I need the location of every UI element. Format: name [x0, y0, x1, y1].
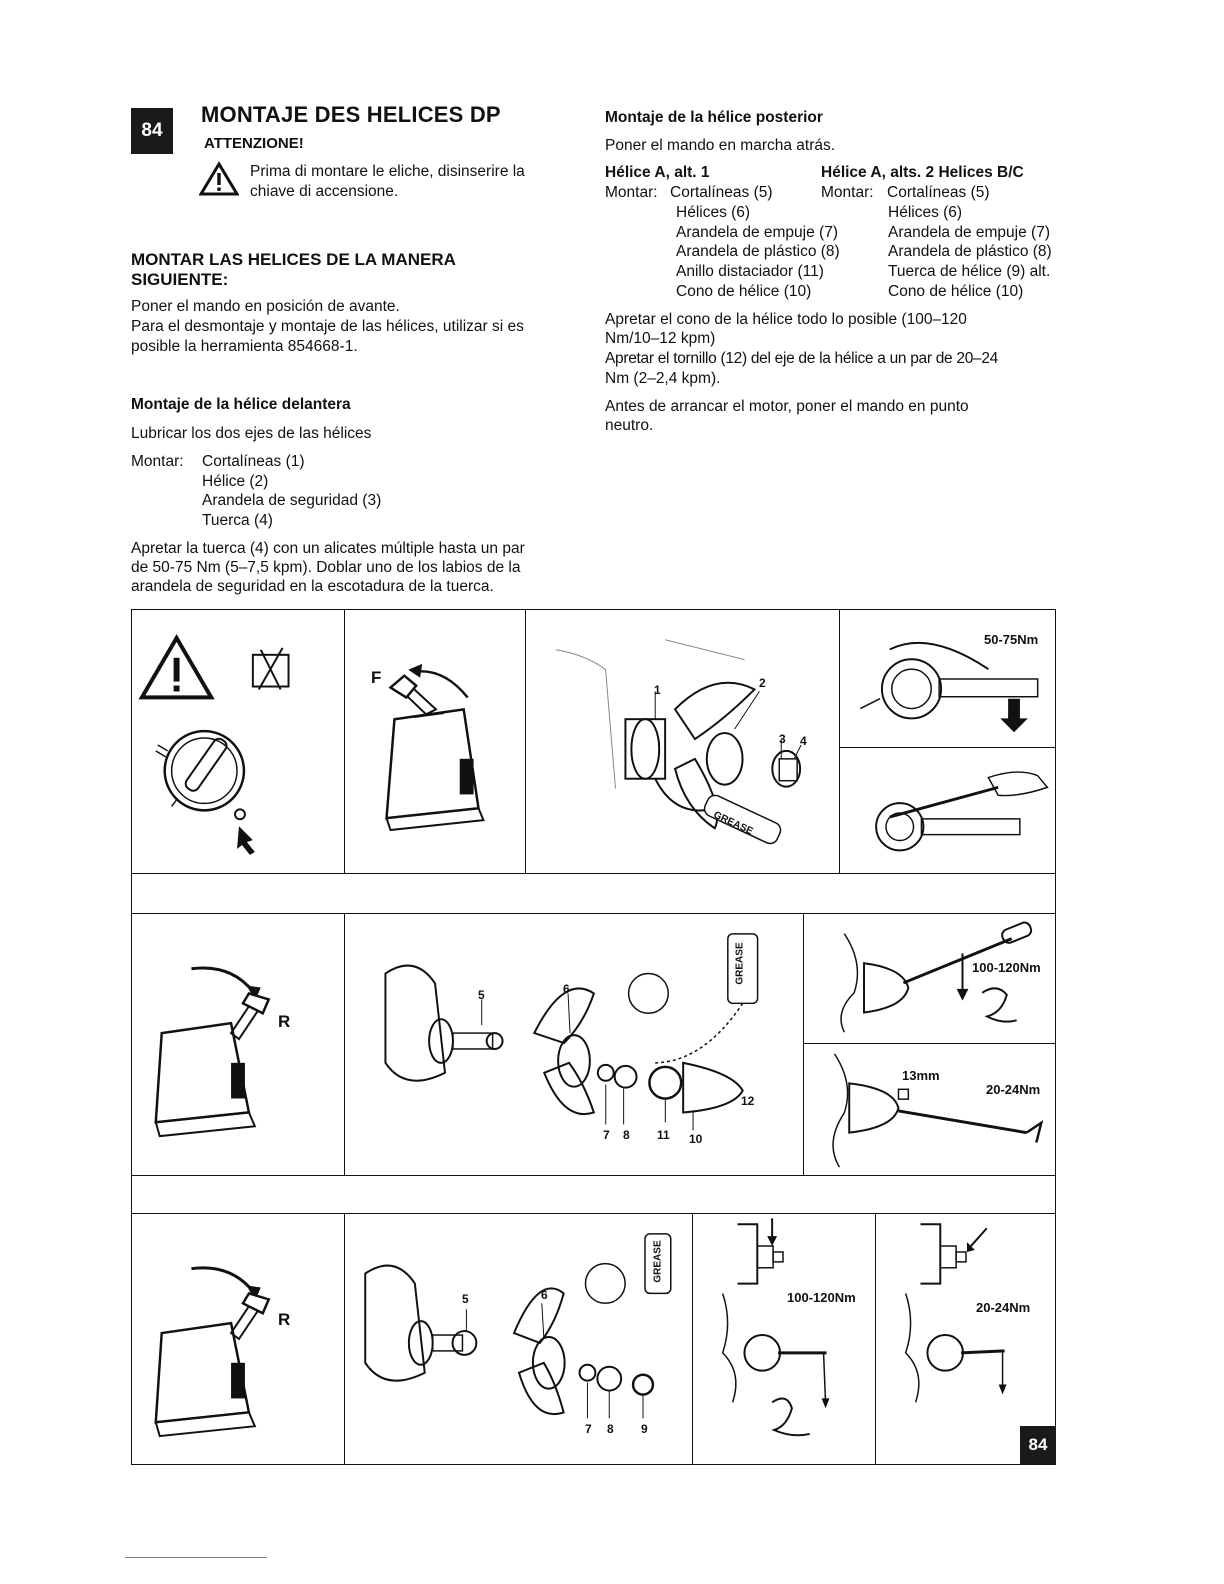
- rear-col2-mount-label: Montar:: [821, 184, 874, 201]
- section-heading-line-1: MONTAR LAS HELICES DE LA MANERA: [131, 250, 456, 269]
- front-item: Tuerca (4): [202, 512, 273, 529]
- footer-rule: [125, 1557, 267, 1558]
- section-heading-line-2: SIGUIENTE:: [131, 270, 229, 289]
- rear-col1-item: Cortalíneas (5): [670, 184, 773, 201]
- front-heading: Montaje de la hélice delantera: [131, 396, 351, 413]
- fig-rear-propeller-exploded-alt1: [344, 913, 804, 1176]
- wrench-13mm-label: 13mm: [902, 1068, 940, 1083]
- rear-reverse: Poner el mando en marcha atrás.: [605, 137, 836, 154]
- part-number: 7: [603, 1128, 610, 1142]
- warning-triangle-icon: [199, 161, 239, 197]
- front-item: Arandela de seguridad (3): [202, 492, 382, 509]
- page-number-badge: 84: [131, 108, 173, 154]
- grease-label: GREASE: [652, 1240, 664, 1283]
- fig-screw-torque: [803, 1043, 1056, 1176]
- fig-front-propeller-exploded: [525, 609, 840, 874]
- rear-col2-item: Cono de hélice (10): [888, 283, 1024, 300]
- part-number: 10: [689, 1132, 703, 1146]
- grease-label: GREASE: [734, 942, 746, 985]
- caption-strip: [131, 873, 1056, 914]
- part-number: 8: [623, 1128, 630, 1142]
- fig-ignition-battery: [131, 609, 345, 874]
- caption-strip: [131, 1175, 1056, 1214]
- part-number: 6: [563, 982, 570, 996]
- torque-20-24-label: 20-24Nm: [976, 1300, 1031, 1315]
- fig-nut-torque-100-120: [692, 1213, 876, 1465]
- part-number: 11: [657, 1128, 670, 1142]
- attention-line-1: Prima di montare le eliche, disinserire la: [250, 163, 525, 180]
- rear-p2-line-2: Nm (2–2,4 kpm).: [605, 370, 721, 387]
- corner-page-badge: 84: [1020, 1426, 1056, 1464]
- part-number: 12: [741, 1094, 755, 1108]
- rear-p3-line-1: Antes de arrancar el motor, poner el mando en punto: [605, 398, 969, 415]
- fig-lock-washer: [839, 747, 1056, 874]
- page-title: MONTAJE DES HELICES DP: [201, 102, 501, 127]
- rear-col2-item: Hélices (6): [888, 204, 963, 221]
- attention-line-2: chiave di accensione.: [250, 183, 399, 200]
- front-tighten-line-2: de 50-75 Nm (5–7,5 kpm). Doblar uno de los labios de la: [131, 559, 521, 576]
- rear-heading: Montaje de la hélice posterior: [605, 109, 823, 126]
- part-number: 6: [541, 1288, 548, 1302]
- rear-col2-item: Cortalíneas (5): [887, 184, 990, 201]
- part-number: 2: [759, 676, 766, 690]
- part-number: 8: [607, 1422, 614, 1436]
- part-number: 5: [462, 1292, 469, 1306]
- rear-col1-item: Arandela de plástico (8): [676, 243, 840, 260]
- fig-shift-reverse-2: [131, 1213, 345, 1465]
- front-lubricate: Lubricar los dos ejes de las hélices: [131, 425, 372, 442]
- part-number: 1: [654, 683, 661, 697]
- grease-label: GREASE: [711, 809, 755, 838]
- forward-label: F: [371, 668, 382, 687]
- reverse-label: R: [278, 1310, 291, 1329]
- rear-col2-item: Arandela de plástico (8): [888, 243, 1052, 260]
- rear-col1-item: Cono de hélice (10): [676, 283, 812, 300]
- attention-heading: ATTENZIONE!: [204, 135, 304, 152]
- torque-20-24-label: 20-24Nm: [986, 1082, 1041, 1097]
- front-tighten-line-3: arandela de seguridad en la escotadura de la tuerca.: [131, 578, 494, 595]
- rear-col1-heading: Hélice A, alt. 1: [605, 164, 710, 181]
- front-item: Cortalíneas (1): [202, 453, 305, 470]
- rear-col1-item: Arandela de empuje (7): [676, 224, 838, 241]
- rear-col1-item: Anillo distaciador (11): [676, 263, 824, 280]
- front-mount-label: Montar:: [131, 453, 184, 470]
- fig-shift-reverse-1: [131, 913, 345, 1176]
- torque-50-75-label: 50-75Nm: [984, 632, 1039, 647]
- fig-cone-torque: [803, 913, 1056, 1044]
- rear-p3-line-2: neutro.: [605, 417, 654, 434]
- intro-line-3: posible la herramienta 854668-1.: [131, 338, 358, 355]
- fig-rear-propeller-exploded-alt2: [344, 1213, 693, 1465]
- rear-p2-line-1: Apretar el tornillo (12) del eje de la hélice a un par de 20–24: [605, 350, 998, 367]
- part-number: 5: [478, 988, 485, 1002]
- fig-shift-forward: [344, 609, 526, 874]
- part-number: 4: [800, 734, 807, 748]
- intro-line-1: Poner el mando en posición de avante.: [131, 298, 400, 315]
- rear-col2-item: Tuerca de hélice (9) alt.: [888, 263, 1051, 280]
- fig-nut-torque: [839, 609, 1056, 748]
- rear-p1-line-2: Nm/10–12 kpm): [605, 330, 716, 347]
- rear-col2-heading: Hélice A, alts. 2 Helices B/C: [821, 164, 1024, 181]
- reverse-label: R: [278, 1012, 291, 1031]
- part-number: 7: [585, 1422, 592, 1436]
- rear-col2-item: Arandela de empuje (7): [888, 224, 1050, 241]
- rear-p1-line-1: Apretar el cono de la hélice todo lo posible (100–120: [605, 311, 967, 328]
- rear-col1-item: Hélices (6): [676, 204, 751, 221]
- torque-100-120-label: 100-120Nm: [787, 1290, 856, 1305]
- part-number: 9: [641, 1422, 648, 1436]
- intro-line-2: Para el desmontaje y montaje de las hélices, utilizar si es: [131, 318, 524, 335]
- torque-100-120-label: 100-120Nm: [972, 960, 1041, 975]
- front-tighten-line-1: Apretar la tuerca (4) con un alicates múltiple hasta un par: [131, 540, 525, 557]
- part-number: 3: [779, 732, 786, 746]
- front-item: Hélice (2): [202, 473, 269, 490]
- rear-col1-mount-label: Montar:: [605, 184, 658, 201]
